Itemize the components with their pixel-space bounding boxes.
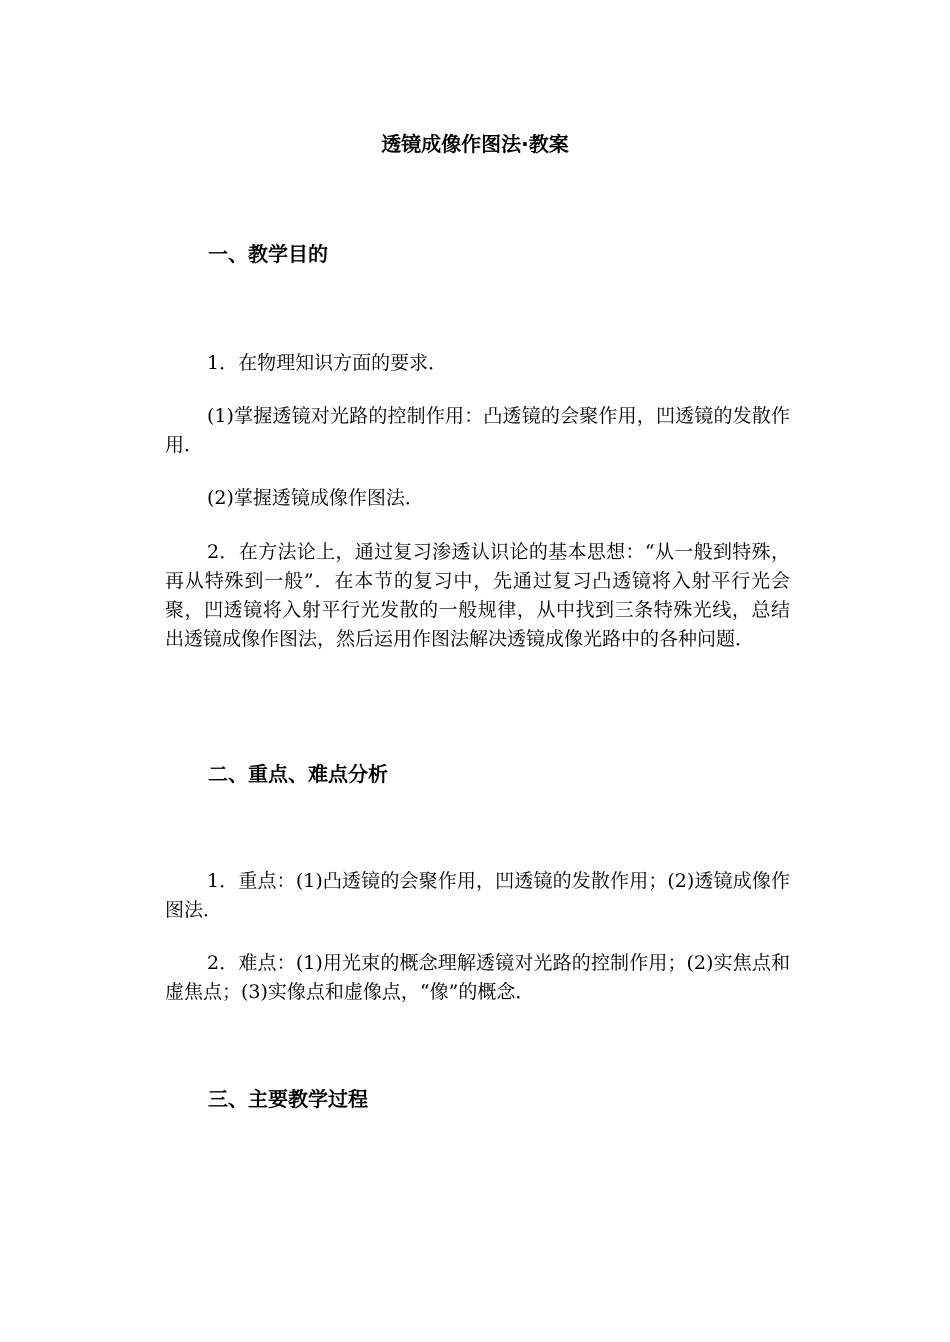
section-heading-process: 三、主要教学过程 (208, 1087, 368, 1111)
paragraph: 1．在物理知识方面的要求． (207, 352, 448, 374)
section-heading-objectives: 一、教学目的 (208, 242, 328, 266)
paragraph: 1．重点：(1)凸透镜的会聚作用，凹透镜的发散作用；(2)透镜成像作图法． (165, 870, 790, 921)
section-heading-key-points: 二、重点、难点分析 (208, 762, 388, 786)
paragraph: 2．难点：(1)用光束的概念理解透镜对光路的控制作用；(2)实焦点和虚焦点；(3)实像点和虚像点，“像”的概念． (165, 952, 790, 1003)
document-title: 透镜成像作图法·教案 (381, 132, 569, 156)
paragraph: 2．在方法论上，通过复习渗透认识论的基本思想：“从一般到特殊，再从特殊到一般”．在本节的复习中，先通过复习凸透镜将入射平行光会聚，凹透镜将入射平行光发散的一般规律，从中找到三条特殊光线，总结出透镜成像作图法，然后运用作图法解决透镜成像光路中的各种问题． (165, 541, 790, 650)
paragraph: (1)掌握透镜对光路的控制作用：凸透镜的会聚作用，凹透镜的发散作用． (165, 405, 790, 456)
paragraph: (2)掌握透镜成像作图法． (207, 487, 424, 509)
